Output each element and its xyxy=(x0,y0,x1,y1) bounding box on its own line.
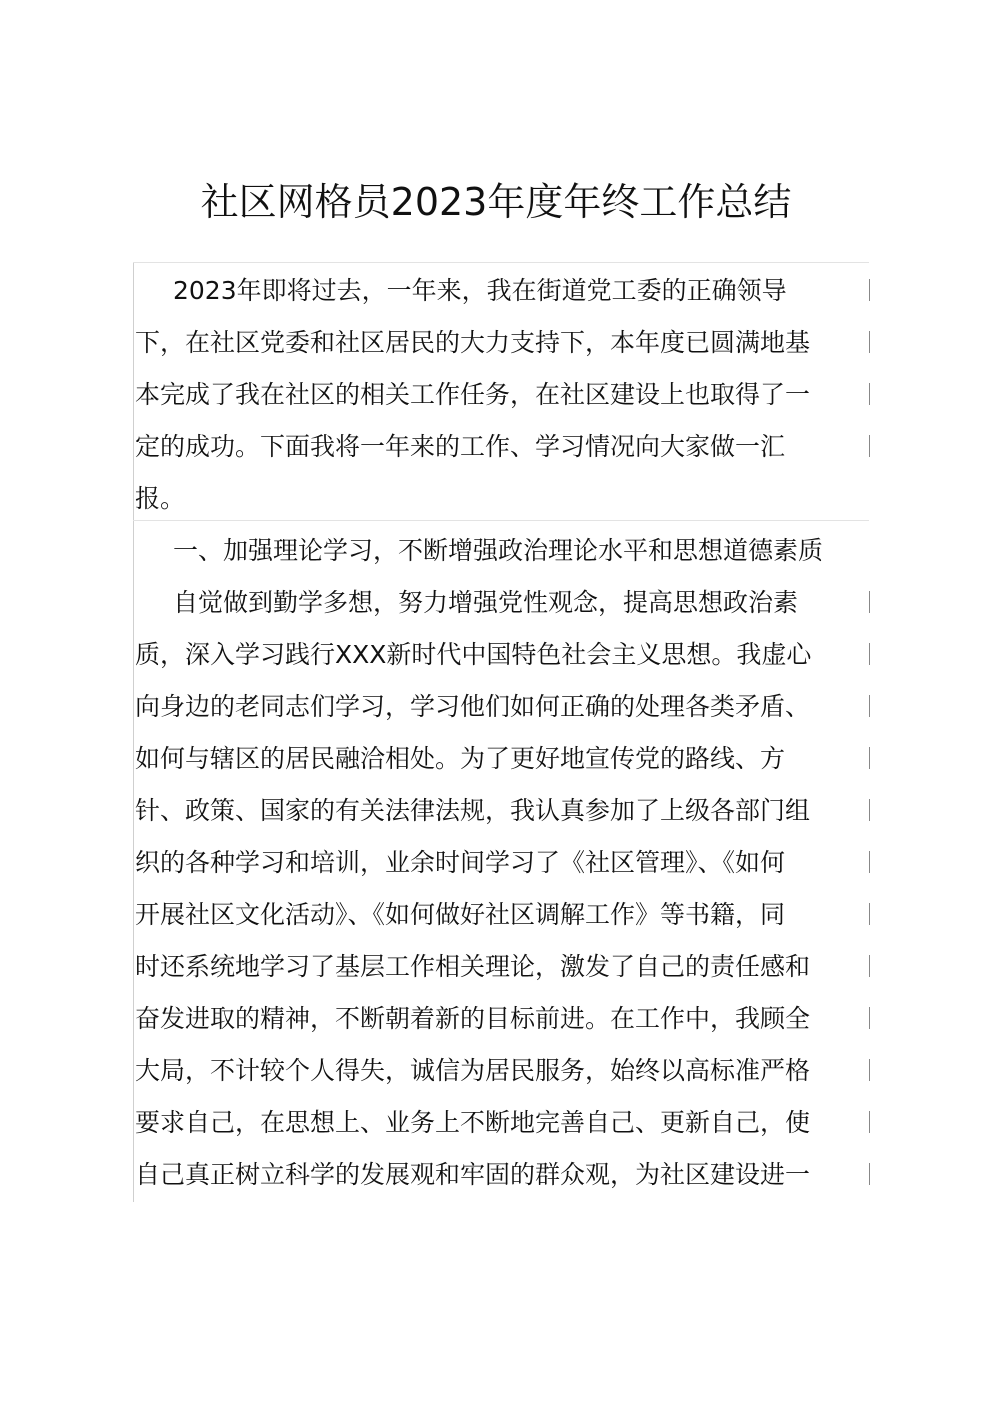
paragraph-line: 自己真正树立科学的发展观和牢固的群众观，为社区建设进一 xyxy=(135,1160,811,1189)
margin-tick xyxy=(869,643,870,665)
section-heading: 一、加强理论学习，不断增强政治理论水平和思想道德素质 xyxy=(173,536,824,565)
paragraph-line: 如何与辖区的居民融洽相处。为了更好地宣传党的路线、方 xyxy=(135,744,786,773)
paragraph-line: 大局，不计较个人得失，诚信为居民服务，始终以高标准严格 xyxy=(135,1056,811,1085)
margin-guide-left xyxy=(133,262,134,1202)
margin-tick xyxy=(869,695,870,717)
margin-tick xyxy=(869,1163,870,1185)
paragraph-line: 针、政策、国家的有关法律法规，我认真参加了上级各部门组 xyxy=(135,796,811,825)
paragraph-line: 时还系统地学习了基层工作相关理论，激发了自己的责任感和 xyxy=(135,952,811,981)
document-title: 社区网格员2023年度年终工作总结 xyxy=(200,180,792,224)
paragraph-line: 织的各种学习和培训，业余时间学习了《社区管理》、《如何 xyxy=(135,848,786,877)
paragraph-line: 自觉做到勤学多想，努力增强党性观念，提高思想政治素 xyxy=(173,588,799,617)
margin-tick xyxy=(869,331,870,353)
margin-tick xyxy=(869,955,870,977)
paragraph-line: 本完成了我在社区的相关工作任务，在社区建设上也取得了一 xyxy=(135,380,811,409)
paragraph-line: 要求自己，在思想上、业务上不断地完善自己、更新自己，使 xyxy=(135,1108,811,1137)
paragraph-line: 质，深入学习践行XXX新时代中国特色社会主义思想。我虚心 xyxy=(135,640,812,669)
paragraph-line: 向身边的老同志们学习，学习他们如何正确的处理各类矛盾、 xyxy=(135,692,811,721)
paragraph-line: 2023年即将过去，一年来，我在街道党工委的正确领导 xyxy=(173,276,787,305)
paragraph-line: 下，在社区党委和社区居民的大力支持下，本年度已圆满地基 xyxy=(135,328,811,357)
margin-tick xyxy=(869,1111,870,1133)
margin-tick xyxy=(869,1007,870,1029)
margin-tick xyxy=(869,435,870,457)
margin-tick xyxy=(869,383,870,405)
paragraph-line: 开展社区文化活动》、《如何做好社区调解工作》等书籍，同 xyxy=(135,900,786,929)
document-body xyxy=(133,262,869,1202)
paragraph-line: 报。 xyxy=(135,484,186,513)
section-divider xyxy=(133,520,869,521)
paragraph-line: 定的成功。下面我将一年来的工作、学习情况向大家做一汇 xyxy=(135,432,786,461)
margin-tick xyxy=(869,591,870,613)
margin-guide-top xyxy=(133,262,869,263)
margin-tick xyxy=(869,851,870,873)
margin-tick xyxy=(869,1059,870,1081)
margin-tick xyxy=(869,799,870,821)
margin-tick xyxy=(869,279,870,301)
paragraph-line: 奋发进取的精神，不断朝着新的目标前进。在工作中，我顾全 xyxy=(135,1004,811,1033)
margin-tick xyxy=(869,903,870,925)
margin-tick xyxy=(869,747,870,769)
